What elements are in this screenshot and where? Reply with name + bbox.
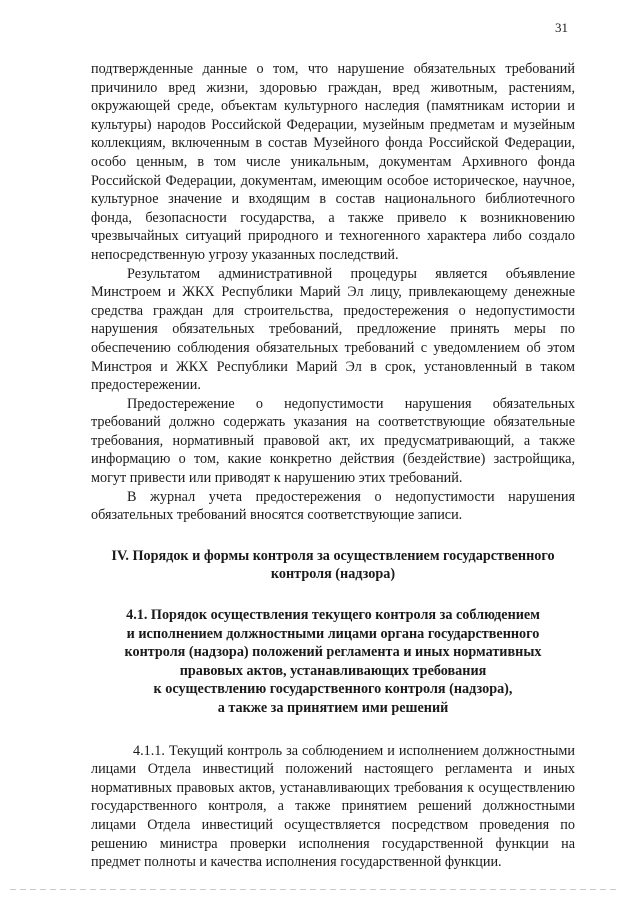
subsection-heading-line: правовых актов, устанавливающих требования <box>179 662 487 679</box>
document-body <box>91 60 575 872</box>
subsection-heading-line: 4.1. Порядок осуществления текущего контроля за соблюдением <box>126 607 540 624</box>
paragraph-consequences: подтвержденные данные о том, что нарушение обязательных требований причинило вред жизни, здоровью граждан, вред животным, растениям, окружающей среде, объектам культурного наследия (памятникам истории и культуры) народов Российской Федерации, музейным предметам и музейным коллекциям, включенным в состав Музейного фонда Российской Федерации, особо ценным, в том числе уникальным, документам Архивного фонда Российской Федерации, документам, имеющим особое историческое, научное, культурное значение и входящим в состав национального библиотечного фонда, безопасности государства, а также привело к возникновению чрезвычайных ситуаций природного и техногенного характера либо создало непосредственную угрозу указанных последствий. <box>91 61 575 263</box>
page-number: 31 <box>555 20 568 35</box>
section-heading <box>91 547 575 584</box>
section-heading-line: контроля (надзора) <box>270 566 396 583</box>
scan-artifact-line <box>10 889 620 890</box>
subsection-heading-line: и исполнением должностными лицами органа государственного <box>126 625 540 642</box>
paragraph-warning-content: Предостережение о недопустимости нарушения обязательных требований должно содержать указания на соответствующие обязательные требования, нормативный правовой акт, их предусматривающий, а также информацию о том, какие конкретно действия (бездействие) застройщика, могут привести или приводят к нарушению этих требований. <box>91 395 575 487</box>
paragraph-journal: В журнал учета предостережения о недопустимости нарушения обязательных требований вносятся соответствующие записи. <box>91 488 575 524</box>
subsection-heading-line: а также за принятием ими решений <box>217 700 449 716</box>
subsection-heading-line: к осуществлению государственного контроля (надзора), <box>153 681 513 698</box>
paragraph-procedure-result: Результатом административной процедуры является объявление Минстроем и ЖКХ Республики Марий Эл лицу, привлекающему денежные средства граждан для строительства, предостережения о недопустимости нарушения обязательных требований, предложение принять меры по обеспечению соблюдения обязательных требований с уведомлением об этом Минстроя и ЖКХ Республики Марий Эл в срок, установленный в таком предостережении. <box>91 265 575 394</box>
section-heading-line: IV. Порядок и формы контроля за осуществлением государственного <box>111 547 555 564</box>
subsection-heading <box>91 606 575 718</box>
subsection-heading-line: контроля (надзора) положений регламента и иных нормативных <box>124 644 542 661</box>
paragraph-current-control: 4.1.1. Текущий контроль за соблюдением и исполнением должностными лицами Отдела инвестиций положений настоящего регламента и иных нормативных правовых актов, устанавливающих требования к осуществлению государственного контроля, а также принятием решений должностными лицами Отдела инвестиций осуществляется посредством проведения по решению министра проверки исполнения государственной функции на предмет полноты и качества исполнения государственной функции. <box>91 742 575 871</box>
